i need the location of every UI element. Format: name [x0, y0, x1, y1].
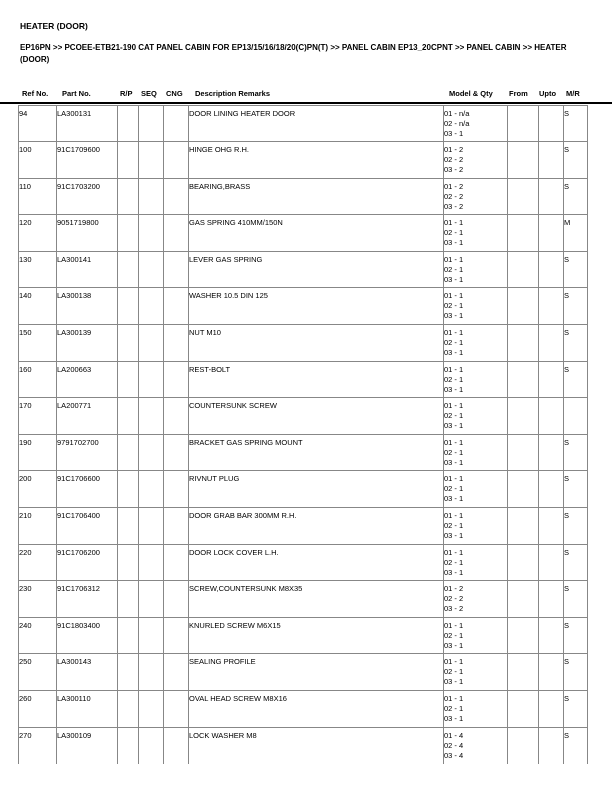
from-cell: [508, 544, 539, 581]
qty-line: 01 - 4: [444, 730, 464, 740]
part-no-cell: 91C1706312: [57, 581, 118, 618]
col-header-model-qty: Model & Qty: [449, 89, 493, 98]
qty-line: 01 - 1: [444, 254, 464, 264]
model-qty-cell: [444, 142, 508, 179]
description-cell: RIVNUT PLUG: [189, 471, 444, 508]
rp-cell: [118, 105, 139, 142]
cng-cell: [164, 325, 189, 362]
rp-cell: [118, 434, 139, 471]
cng-cell: [164, 434, 189, 471]
ref-no-cell: 130: [19, 251, 57, 288]
mr-cell: S: [564, 105, 588, 142]
qty-line: 03 - 1: [444, 348, 464, 358]
upto-cell: [539, 691, 564, 728]
qty-line: 02 - 1: [444, 374, 464, 384]
model-qty-cell: [444, 654, 508, 691]
ref-no-cell: 250: [19, 654, 57, 691]
seq-cell: [139, 471, 164, 508]
seq-cell: [139, 142, 164, 179]
qty-line: 01 - 1: [444, 657, 464, 667]
upto-cell: [539, 727, 564, 764]
page-title: HEATER (DOOR): [20, 21, 88, 31]
ref-no-cell: 140: [19, 288, 57, 325]
table-row: [19, 215, 588, 252]
qty-line: 02 - n/a: [444, 118, 470, 128]
seq-cell: [139, 288, 164, 325]
part-no-cell: LA200663: [57, 361, 118, 398]
qty-line: 02 - 1: [444, 484, 464, 494]
ref-no-cell: 150: [19, 325, 57, 362]
model-qty-cell: [444, 471, 508, 508]
upto-cell: [539, 288, 564, 325]
mr-cell: M: [564, 215, 588, 252]
seq-cell: [139, 251, 164, 288]
cng-cell: [164, 105, 189, 142]
from-cell: [508, 215, 539, 252]
from-cell: [508, 105, 539, 142]
cng-cell: [164, 398, 189, 435]
qty-line: 03 - 1: [444, 128, 464, 138]
table-row: [19, 727, 588, 764]
rp-cell: [118, 544, 139, 581]
seq-cell: [139, 617, 164, 654]
cng-cell: [164, 654, 189, 691]
qty-line: 02 - 1: [444, 521, 464, 531]
description-cell: BEARING,BRASS: [189, 178, 444, 215]
qty-line: 03 - 4: [444, 750, 464, 760]
from-cell: [508, 178, 539, 215]
qty-line: 03 - 2: [444, 165, 464, 175]
table-row: [19, 471, 588, 508]
cng-cell: [164, 581, 189, 618]
part-no-cell: 91C1706400: [57, 508, 118, 545]
qty-line: 02 - 1: [444, 411, 464, 421]
table-row: [19, 544, 588, 581]
cng-cell: [164, 215, 189, 252]
from-cell: [508, 325, 539, 362]
qty-line: 03 - 1: [444, 640, 464, 650]
cng-cell: [164, 544, 189, 581]
upto-cell: [539, 398, 564, 435]
qty-line: 01 - 1: [444, 291, 464, 301]
qty-line: 02 - 2: [444, 155, 464, 165]
mr-cell: S: [564, 691, 588, 728]
qty-line: 01 - 2: [444, 584, 464, 594]
cng-cell: [164, 288, 189, 325]
ref-no-cell: 210: [19, 508, 57, 545]
upto-cell: [539, 617, 564, 654]
model-qty-cell: [444, 617, 508, 654]
model-qty-cell: [444, 215, 508, 252]
rp-cell: [118, 654, 139, 691]
description-cell: LEVER GAS SPRING: [189, 251, 444, 288]
description-cell: OVAL HEAD SCREW M8X16: [189, 691, 444, 728]
ref-no-cell: 260: [19, 691, 57, 728]
cng-cell: [164, 142, 189, 179]
qty-line: 02 - 2: [444, 594, 464, 604]
mr-cell: S: [564, 617, 588, 654]
qty-line: 03 - 2: [444, 201, 464, 211]
model-qty-cell: [444, 727, 508, 764]
cng-cell: [164, 471, 189, 508]
description-cell: HINGE OHG R.H.: [189, 142, 444, 179]
col-header-description: Description Remarks: [195, 89, 271, 98]
mr-cell: S: [564, 251, 588, 288]
cng-cell: [164, 617, 189, 654]
table-row: [19, 691, 588, 728]
mr-cell: S: [564, 142, 588, 179]
description-cell: GAS SPRING 410MM/150N: [189, 215, 444, 252]
col-header-part-no: Part No.: [62, 89, 91, 98]
mr-cell: S: [564, 471, 588, 508]
rp-cell: [118, 398, 139, 435]
upto-cell: [539, 142, 564, 179]
qty-line: 01 - 2: [444, 181, 464, 191]
description-cell: WASHER 10.5 DIN 125: [189, 288, 444, 325]
ref-no-cell: 170: [19, 398, 57, 435]
from-cell: [508, 471, 539, 508]
from-cell: [508, 617, 539, 654]
qty-line: 03 - 1: [444, 494, 464, 504]
rp-cell: [118, 617, 139, 654]
description-cell: NUT M10: [189, 325, 444, 362]
qty-line: 03 - 1: [444, 274, 464, 284]
ref-no-cell: 200: [19, 471, 57, 508]
part-no-cell: LA200771: [57, 398, 118, 435]
rp-cell: [118, 727, 139, 764]
part-no-cell: LA300109: [57, 727, 118, 764]
rp-cell: [118, 251, 139, 288]
mr-cell: S: [564, 654, 588, 691]
cng-cell: [164, 361, 189, 398]
qty-line: 01 - n/a: [444, 108, 470, 118]
table-row: [19, 178, 588, 215]
seq-cell: [139, 544, 164, 581]
seq-cell: [139, 398, 164, 435]
mr-cell: S: [564, 508, 588, 545]
model-qty-cell: [444, 581, 508, 618]
upto-cell: [539, 508, 564, 545]
model-qty-cell: [444, 251, 508, 288]
table-row: [19, 288, 588, 325]
qty-line: 01 - 1: [444, 364, 464, 374]
table-row: [19, 581, 588, 618]
qty-line: 01 - 1: [444, 511, 464, 521]
ref-no-cell: 94: [19, 105, 57, 142]
seq-cell: [139, 325, 164, 362]
qty-line: 01 - 1: [444, 547, 464, 557]
model-qty-cell: [444, 361, 508, 398]
qty-line: 03 - 2: [444, 604, 464, 614]
qty-line: 02 - 1: [444, 447, 464, 457]
seq-cell: [139, 654, 164, 691]
seq-cell: [139, 178, 164, 215]
table-row: [19, 361, 588, 398]
upto-cell: [539, 325, 564, 362]
seq-cell: [139, 691, 164, 728]
cng-cell: [164, 508, 189, 545]
model-qty-cell: [444, 178, 508, 215]
from-cell: [508, 361, 539, 398]
part-no-cell: LA300110: [57, 691, 118, 728]
seq-cell: [139, 434, 164, 471]
mr-cell: S: [564, 325, 588, 362]
from-cell: [508, 727, 539, 764]
col-header-upto: Upto: [539, 89, 557, 98]
description-cell: DOOR GRAB BAR 300MM R.H.: [189, 508, 444, 545]
rp-cell: [118, 325, 139, 362]
description-cell: REST-BOLT: [189, 361, 444, 398]
parts-table-body: [19, 105, 588, 764]
part-no-cell: LA300138: [57, 288, 118, 325]
from-cell: [508, 142, 539, 179]
upto-cell: [539, 581, 564, 618]
parts-table: [18, 105, 588, 764]
ref-no-cell: 120: [19, 215, 57, 252]
mr-cell: S: [564, 178, 588, 215]
qty-line: 02 - 1: [444, 301, 464, 311]
qty-line: 03 - 1: [444, 677, 464, 687]
table-row: [19, 398, 588, 435]
qty-line: 03 - 1: [444, 238, 464, 248]
seq-cell: [139, 215, 164, 252]
rp-cell: [118, 691, 139, 728]
cng-cell: [164, 178, 189, 215]
description-cell: DOOR LINING HEATER DOOR: [189, 105, 444, 142]
upto-cell: [539, 251, 564, 288]
description-cell: LOCK WASHER M8: [189, 727, 444, 764]
part-no-cell: LA300131: [57, 105, 118, 142]
ref-no-cell: 110: [19, 178, 57, 215]
table-column-headers: [0, 89, 612, 101]
part-no-cell: 91C1706200: [57, 544, 118, 581]
upto-cell: [539, 544, 564, 581]
rp-cell: [118, 215, 139, 252]
part-no-cell: LA300139: [57, 325, 118, 362]
rp-cell: [118, 142, 139, 179]
from-cell: [508, 508, 539, 545]
description-cell: BRACKET GAS SPRING MOUNT: [189, 434, 444, 471]
col-header-cng: CNG: [166, 89, 183, 98]
model-qty-cell: [444, 398, 508, 435]
part-no-cell: LA300141: [57, 251, 118, 288]
description-cell: KNURLED SCREW M6X15: [189, 617, 444, 654]
qty-line: 02 - 1: [444, 630, 464, 640]
col-header-from: From: [509, 89, 528, 98]
rp-cell: [118, 471, 139, 508]
table-row: [19, 325, 588, 362]
cng-cell: [164, 691, 189, 728]
qty-line: 02 - 1: [444, 557, 464, 567]
upto-cell: [539, 434, 564, 471]
cng-cell: [164, 727, 189, 764]
seq-cell: [139, 508, 164, 545]
ref-no-cell: 270: [19, 727, 57, 764]
from-cell: [508, 654, 539, 691]
upto-cell: [539, 361, 564, 398]
seq-cell: [139, 727, 164, 764]
ref-no-cell: 160: [19, 361, 57, 398]
qty-line: 03 - 1: [444, 457, 464, 467]
qty-line: 01 - 1: [444, 218, 464, 228]
description-cell: SCREW,COUNTERSUNK M8X35: [189, 581, 444, 618]
upto-cell: [539, 654, 564, 691]
part-no-cell: 91C1706600: [57, 471, 118, 508]
from-cell: [508, 691, 539, 728]
ref-no-cell: 100: [19, 142, 57, 179]
mr-cell: S: [564, 581, 588, 618]
mr-cell: [564, 398, 588, 435]
mr-cell: S: [564, 434, 588, 471]
model-qty-cell: [444, 508, 508, 545]
part-no-cell: 91C1709600: [57, 142, 118, 179]
model-qty-cell: [444, 434, 508, 471]
upto-cell: [539, 178, 564, 215]
seq-cell: [139, 361, 164, 398]
qty-line: 02 - 1: [444, 264, 464, 274]
mr-cell: S: [564, 288, 588, 325]
seq-cell: [139, 581, 164, 618]
ref-no-cell: 230: [19, 581, 57, 618]
model-qty-cell: [444, 288, 508, 325]
table-row: [19, 654, 588, 691]
qty-line: 02 - 1: [444, 338, 464, 348]
col-header-mr: M/R: [566, 89, 580, 98]
rp-cell: [118, 288, 139, 325]
qty-line: 01 - 1: [444, 401, 464, 411]
from-cell: [508, 251, 539, 288]
part-no-cell: 91C1703200: [57, 178, 118, 215]
cng-cell: [164, 251, 189, 288]
qty-line: 02 - 1: [444, 704, 464, 713]
rp-cell: [118, 508, 139, 545]
part-no-cell: 91C1803400: [57, 617, 118, 654]
part-no-cell: LA300143: [57, 654, 118, 691]
qty-line: 01 - 1: [444, 694, 464, 703]
description-cell: SEALING PROFILE: [189, 654, 444, 691]
col-header-rp: R/P: [120, 89, 133, 98]
from-cell: [508, 398, 539, 435]
ref-no-cell: 220: [19, 544, 57, 581]
model-qty-cell: [444, 325, 508, 362]
table-row: [19, 508, 588, 545]
table-row: [19, 142, 588, 179]
mr-cell: S: [564, 361, 588, 398]
seq-cell: [139, 105, 164, 142]
table-row: [19, 617, 588, 654]
qty-line: 01 - 1: [444, 328, 464, 338]
qty-line: 03 - 1: [444, 421, 464, 431]
from-cell: [508, 434, 539, 471]
model-qty-cell: [444, 691, 508, 728]
qty-line: 03 - 1: [444, 567, 464, 577]
qty-line: 03 - 1: [444, 311, 464, 321]
rp-cell: [118, 178, 139, 215]
part-no-cell: 9051719800: [57, 215, 118, 252]
upto-cell: [539, 215, 564, 252]
qty-line: 03 - 1: [444, 384, 464, 394]
qty-line: 01 - 1: [444, 437, 464, 447]
upto-cell: [539, 471, 564, 508]
qty-line: 02 - 4: [444, 740, 464, 750]
col-header-ref-no: Ref No.: [22, 89, 49, 98]
rp-cell: [118, 581, 139, 618]
qty-line: 02 - 1: [444, 228, 464, 238]
qty-line: 03 - 1: [444, 531, 464, 541]
from-cell: [508, 288, 539, 325]
mr-cell: S: [564, 544, 588, 581]
qty-line: 01 - 1: [444, 474, 464, 484]
parts-table-wrap: [18, 105, 588, 764]
rp-cell: [118, 361, 139, 398]
upto-cell: [539, 105, 564, 142]
model-qty-cell: [444, 544, 508, 581]
table-row: [19, 251, 588, 288]
description-cell: COUNTERSUNK SCREW: [189, 398, 444, 435]
ref-no-cell: 190: [19, 434, 57, 471]
qty-line: 03 - 1: [444, 714, 464, 723]
from-cell: [508, 581, 539, 618]
model-qty-cell: [444, 105, 508, 142]
ref-no-cell: 240: [19, 617, 57, 654]
qty-line: 02 - 1: [444, 667, 464, 677]
qty-line: 01 - 1: [444, 620, 464, 630]
description-cell: DOOR LOCK COVER L.H.: [189, 544, 444, 581]
table-row: [19, 434, 588, 471]
qty-line: 02 - 2: [444, 191, 464, 201]
part-no-cell: 9791702700: [57, 434, 118, 471]
qty-line: 01 - 2: [444, 145, 464, 155]
table-row: [19, 105, 588, 142]
breadcrumb: EP16PN >> PCOEE-ETB21-190 CAT PANEL CABIN FOR EP13/15/16/18/20(C)PN(T) >> PANEL CABIN EP13_20CPNT >> PANEL CABIN >> HEATER (DOOR): [20, 43, 567, 64]
col-header-seq: SEQ: [141, 89, 157, 98]
mr-cell: S: [564, 727, 588, 764]
